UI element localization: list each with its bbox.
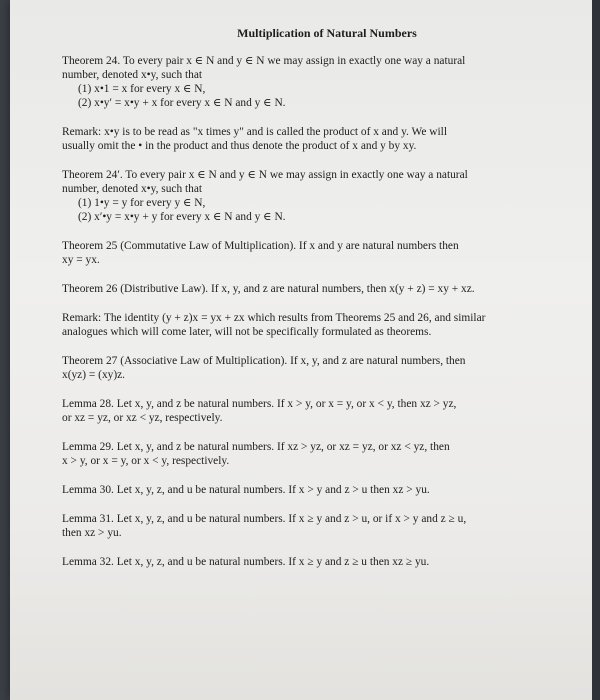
theorem-24 [62,54,562,110]
theorem-24-line: number, denoted x•y, such that [62,69,203,81]
lemma-32-line: Lemma 32. Let x, y, z, and u be natural numbers. If x ≥ y and z ≥ u then xz ≥ yu. [62,556,430,568]
theorem-24-line: (2) x•y′ = x•y + x for every x ∈ N and y ∈ N. [78,97,286,109]
lemma-28-line: Lemma 28. Let x, y, and z be natural numbers. If x > y, or x = y, or x < y, then xz > yz, [62,398,457,410]
page-title: Multiplication of Natural Numbers [237,26,417,40]
paper-sheet [10,0,592,700]
lemma-30-line: Lemma 30. Let x, y, z, and u be natural numbers. If x > y and z > u then xz > yu. [62,484,430,496]
lemma-28-line: or xz = yz, or xz < yz, respectively. [62,412,223,424]
theorem-24-prime-line: Theorem 24′. To every pair x ∈ N and y ∈ N we may assign in exactly one way a natural [62,169,468,181]
theorem-24-prime-line: (1) 1•y = y for every y ∈ N, [78,197,206,209]
lemma-28 [62,397,562,425]
remark-2 [62,311,562,339]
lemma-30 [62,483,562,497]
background-edge [592,0,600,700]
document-body [62,54,562,569]
theorem-24-prime [62,168,562,224]
remark-2-line: Remark: The identity (y + z)x = yx + zx which results from Theorems 25 and 26, and similar [62,312,486,324]
theorem-26 [62,282,562,296]
lemma-31 [62,512,562,540]
lemma-32 [62,555,562,569]
lemma-29 [62,440,562,468]
theorem-25-line: xy = yx. [62,254,100,266]
theorem-26-line: Theorem 26 (Distributive Law). If x, y, and z are natural numbers, then x(y + z) = xy + xz. [62,283,475,295]
remark-1-line: usually omit the • in the product and thus denote the product of x and y by xy. [62,140,417,152]
theorem-24-line: Theorem 24. To every pair x ∈ N and y ∈ N we may assign in exactly one way a natural [62,55,466,67]
remark-1-line: Remark: x•y is to be read as "x times y" and is called the product of x and y. We will [62,126,448,138]
theorem-25-line: Theorem 25 (Commutative Law of Multiplication). If x and y are natural numbers then [62,240,459,252]
theorem-24-prime-line: number, denoted x•y, such that [62,183,203,195]
lemma-31-line: Lemma 31. Let x, y, z, and u be natural numbers. If x ≥ y and z > u, or if x > y and z ≥ u, [62,513,467,525]
theorem-24-prime-line: (2) x′•y = x•y + y for every x ∈ N and y ∈ N. [78,211,286,223]
lemma-29-line: x > y, or x = y, or x < y, respectively. [62,455,230,467]
theorem-27-line: x(yz) = (xy)z. [62,369,126,381]
theorem-27 [62,354,562,382]
lemma-29-line: Lemma 29. Let x, y, and z be natural numbers. If xz > yz, or xz = yz, or xz < yz, then [62,441,450,453]
theorem-25 [62,239,562,267]
document-page [62,26,562,584]
theorem-24-line: (1) x•1 = x for every x ∈ N, [78,83,206,95]
remark-2-line: analogues which will come later, will not be specifically formulated as theorems. [62,326,432,338]
remark-1 [62,125,562,153]
theorem-27-line: Theorem 27 (Associative Law of Multiplication). If x, y, and z are natural numbers, then [62,355,466,367]
lemma-31-line: then xz > yu. [62,527,122,539]
